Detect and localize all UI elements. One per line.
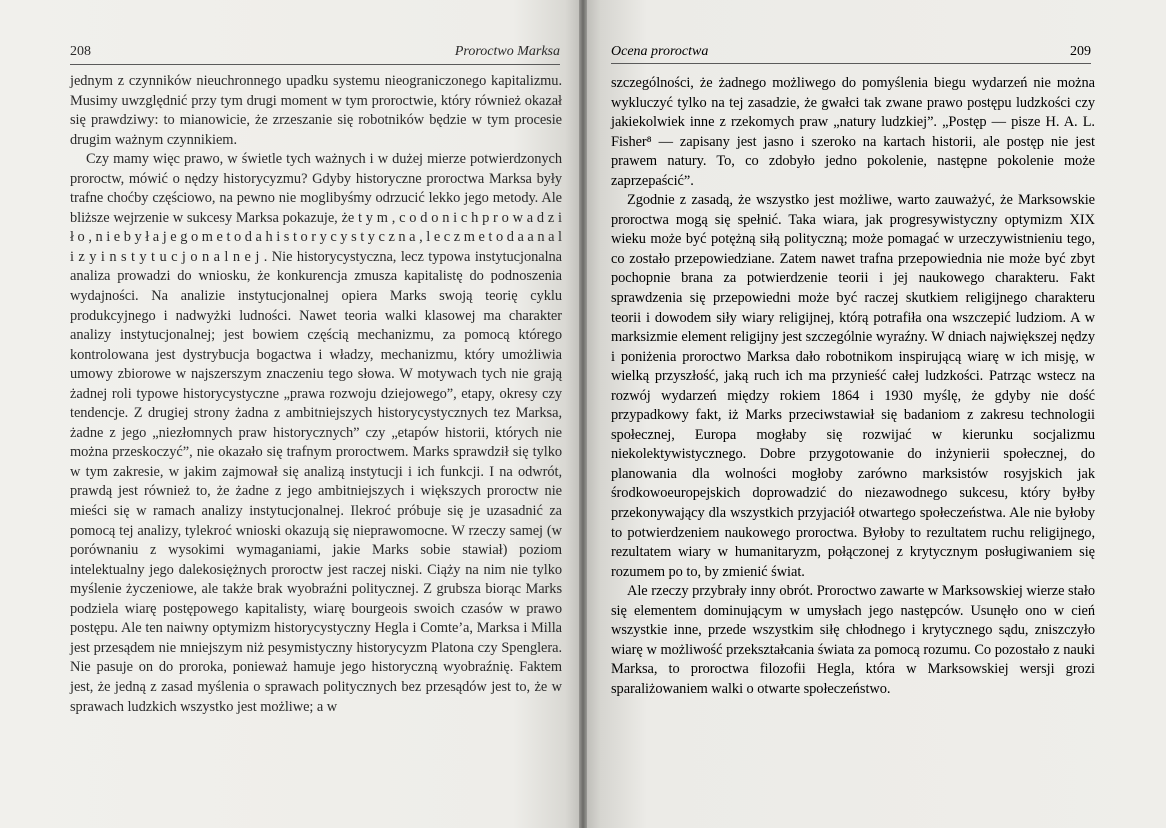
- right-paragraph-3: Ale rzeczy przybrały inny obrót. Proroctwo zawarte w Marksowskiej wierze stało się elementem dominującym w umysłach jego następców. Usunęło ono w cień wszystkie inne, przede wszystkim siłę chłodnego i krytycznego sądu, zniszczyło wiarę w możliwość przekształcania świata za pomocą rozumu. Co pozostało z nauki Marksa, to proroctwa filozofii Hegla, która w Marksowskiej wersji grozi sparaliżowaniem walki o otwarte społeczeństwo.: [611, 583, 1095, 697]
- right-page-body: [611, 74, 1095, 700]
- book-gutter: [579, 0, 587, 828]
- left-page-number: 208: [70, 44, 91, 59]
- right-page-header: [611, 42, 1091, 62]
- left-page-header: [70, 42, 560, 62]
- right-page-number: 209: [1070, 44, 1091, 59]
- right-header-rule: [611, 63, 1091, 64]
- left-paragraph-2: Czy mamy więc prawo, w świetle tych ważnych i w dużej mierze potwierdzonych proroctw, mówić o nędzy historycyzmu? Gdyby historyczne proroctwa Marksa były trafne choćby częściowo, na pewno nie moglibyśmy odrzucić lekko jego metody. Ale bliższe wejrzenie w sukcesy Marksa pokazuje, że t y m , c o d o n i c h p r o w a d z i ł o , n i e b y ł a j e g o m e t o d a h i s t o r y c y s t y c z n a , l e c z m e t o d a a n a l i z y i n s t y t u c j o n a l n e j . Nie historycystyczna, lecz typowa instytucjonalna analiza prowadzi do wniosku, że konkurencja zmusza kapitalistę do podnoszenia wydajności. Na analizie instytucjonalnej opiera Marks swoją teorię cyklu produkcyjnego i nadwyżki ludności. Nawet teoria walki klasowej ma charakter analizy instytucjonalnej; jest bowiem częścią mechanizmu, za pomocą którego kontrolowana jest dystrybucja bogactwa i władzy, mechanizmu, który umożliwia umowy zbiorowe w najszerszym znaczeniu tego słowa. W motywach tych nie grają żadnej roli typowe historycystyczne „prawa rozwoju dziejowego”, etapy, okresy czy tendencje. Z drugiej strony żadna z ambitniejszych historycystycznych tez Marksa, żadne z jego „niezłomnych praw historycznych” czy „etapów historii, których nie można przeskoczyć”, nie okazało się trafnym proroctwem. Marks sprawdził się tylko w tym zakresie, w jakim zajmował się analizą instytucji i ich funkcji. I na odwrót, prawdą jest również to, że żadne z jego ambitniejszych i większych proroctw nie mieści się w ramach analizy instytucjonalnej. Ilekroć próbuje się je uzasadnić za pomocą tej analizy, tylekroć wnioski okazują się nieprawomocne. W rzeczy samej (w porównaniu z wysokimi wymaganiami, jakie Marks sobie stawiał) poziom intelektualny jego dalekosiężnych proroctw jest raczej niski. Ciąży na nim nie tylko myślenie życzeniowe, ale także brak wyobraźni politycznej. Z grubsza biorąc Marks podziela wiarę postępowego kapitalisty, wiarę bourgeois swoich czasów w prawo postępu. Ale ten naiwny optymizm historycystyczny Hegla i Comte’a, Marksa i Milla jest przesądem nie mniejszym niż pesymistyczny historycyzm Platona czy Spenglera. Nie pasuje on do proroka, ponieważ hamuje jego historyczną wyobraźnię. Faktem jest, że jedną z zasad myślenia o sprawach politycznych bez przesądów jest to, że w sprawach ludzkich wszystko jest możliwe; a w: [70, 151, 562, 715]
- right-paragraph-1: szczególności, że żadnego możliwego do pomyślenia biegu wydarzeń nie można wykluczyć tylko na tej zasadzie, że gwałci tak zwane prawo postępu ludzkości czy jakiekolwiek inne z rzekomych praw „natury ludzkiej”. „Postęp — pisze H. A. L. Fisher⁸ — zapisany jest jasno i szeroko na kartach historii, ale postęp nie jest prawem natury. To, co zdobyło jedno pokolenie, następne pokolenie może zaprzepaścić”.: [611, 75, 1095, 189]
- right-paragraph-2: Zgodnie z zasadą, że wszystko jest możliwe, warto zauważyć, że Marksowskie proroctwa mogą się spełnić. Taka wiara, jak progresywistyczny optymizm XIX wieku może być potężną siłą polityczną; może pomagać w urzeczywistnieniu tego, co zostało przepowiedziane. Zatem nawet trafna przepowiednia nie może być zbyt pochopnie brana za potwierdzenie teorii i jej naukowego charakteru. Fakt sprawdzenia się przepowiedni może być raczej skutkiem religijnego charakteru teorii i dowodem siły wiary religijnej, którą potrafiła ona wszczepić ludziom. A w marksizmie element religijny jest szczególnie wyraźny. W dniach największej nędzy i poniżenia proroctwo Marksa dało robotnikom inspirującą wiarę w ich misję, w wielką przyszłość, jaką ruch ich ma przynieść całej ludzkości. Patrząc wstecz na rozwój wydarzeń między rokiem 1864 i 1930 myślę, że gdyby nie dość przypadkowy fakt, iż Marks przeciwstawiał się badaniom z zakresu technologii społecznej, Europa mogłaby się rozwijać w kierunku socjalizmu niekolektywistycznego. Dobre przygotowanie do inżynierii społecznej, do planowania dla wolności mogłoby zarówno marksistów rosyjskich jak środkowoeuropejskich doprowadzić do niezawodnego sukcesu, który byłby przekonywający dla wszystkich przyjaciół otwartego społeczeństwa. Ale nie byłoby to potwierdzeniem naukowego proroctwa. Byłoby to rezultatem ruchu religijnego, rezultatem wiary w humanitaryzm, połączonej z krytycznym posługiwaniem się rozumem po to, by zmienić świat.: [611, 192, 1095, 580]
- left-page-body: [70, 72, 562, 717]
- right-running-head: Ocena proroctwa: [611, 44, 709, 59]
- left-running-head: Proroctwo Marksa: [454, 44, 560, 59]
- left-header-rule: [70, 64, 560, 65]
- left-paragraph-1: jednym z czynników nieuchronnego upadku systemu nieograniczonego kapitalizmu. Musimy uwzględnić przy tym drugi moment w tym proroctwie, który również okazał się prawdziwy: to mianowicie, że zrzeszanie się robotników będzie w tym procesie drugim ważnym czynnikiem.: [70, 73, 562, 148]
